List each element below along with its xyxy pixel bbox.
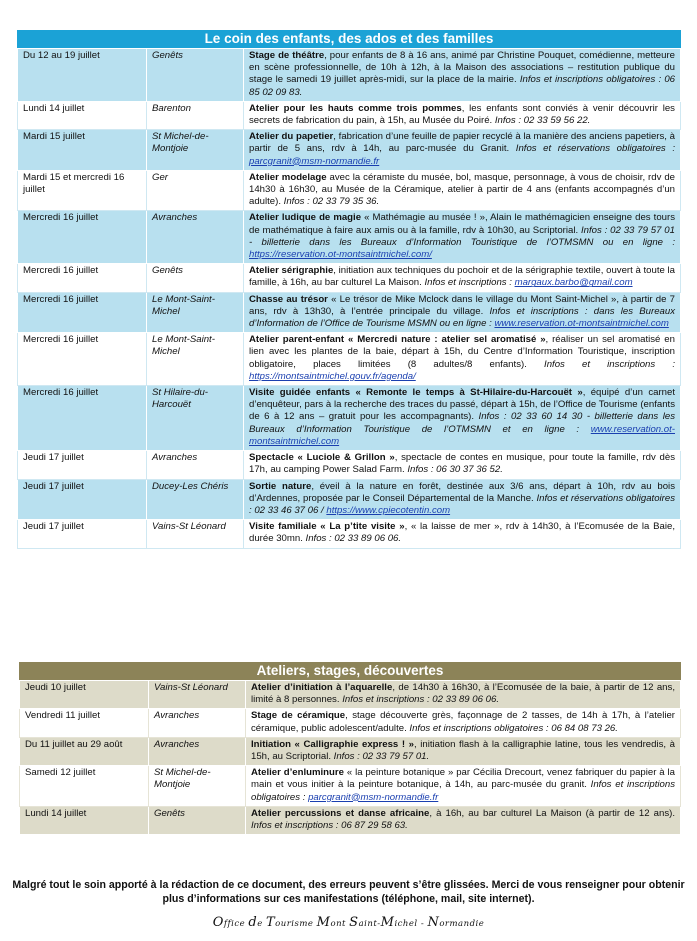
event-description xyxy=(244,264,681,292)
event-description xyxy=(244,101,681,129)
table-row xyxy=(20,681,681,709)
event-title: Atelier sérigraphie xyxy=(249,265,334,277)
event-date: Lundi 14 juillet xyxy=(20,806,149,834)
event-description xyxy=(244,333,681,386)
event-details: , de 14h30 à 16h30, à l’Ecomusée de la baie, à partir de 12 ans, limité à 8 personnes. xyxy=(251,682,675,706)
event-details: , équipé d’un carnet d’enquêteur, pars à la recherche des traces du passé, départ à 15h, de l’Office de Tourisme (enfants de 6 à 12 ans – gratuit pour les accompagnants). xyxy=(249,387,675,423)
event-details: avec la céramiste du musée, bol, masque, personnage, à vous de choisir, rdv de 14h30 à 16h30, au Musée de la Céramique, atelier à partir de 4 ans (enfants accompagnés d’un adulte). xyxy=(249,171,676,208)
event-title: Atelier pour les hauts comme trois pommes xyxy=(249,102,462,114)
event-description xyxy=(246,806,681,834)
event-date: Mercredi 16 juillet xyxy=(18,386,147,451)
event-link[interactable]: www.reservation.ot-montsaintmichel.com xyxy=(249,423,675,447)
table-row xyxy=(18,451,681,479)
event-link[interactable]: https://reservation.ot-montsaintmichel.com/ xyxy=(249,249,432,261)
event-description xyxy=(244,130,681,171)
event-info: Infos et réservations obligatoires : xyxy=(515,143,675,155)
event-location: Vains-St Léonard xyxy=(149,681,246,709)
table-row xyxy=(20,709,681,737)
event-description xyxy=(246,766,681,807)
events-table xyxy=(17,48,681,549)
event-location: Avranches xyxy=(147,451,244,479)
event-info: Infos : 02 33 60 14 30 - billetterie dans les Bureaux d’Information Touristique de l’OTMSMN et en ligne : xyxy=(249,411,675,435)
event-description xyxy=(246,681,681,709)
event-location: Avranches xyxy=(147,211,244,264)
event-info: Infos et inscriptions : xyxy=(544,358,676,370)
event-details: , initiation aux techniques du pochoir et de la sérigraphie textile, ouvert à toute la famille, à 16h, au bar culturel La Maison. xyxy=(249,265,675,289)
children-section xyxy=(17,30,681,549)
event-info: Infos : 02 33 79 35 36. xyxy=(283,196,380,208)
event-location: Genêts xyxy=(149,806,246,834)
event-location: Avranches xyxy=(149,737,246,765)
event-link[interactable]: www.reservation.ot-montsaintmichel.com xyxy=(494,318,669,330)
event-description xyxy=(244,170,681,211)
table-row xyxy=(18,520,681,548)
event-title: Atelier parent-enfant « Mercredi nature : atelier sel aromatisé » xyxy=(249,334,546,346)
event-date: Mercredi 16 juillet xyxy=(18,264,147,292)
table-row xyxy=(18,49,681,102)
table-row xyxy=(18,479,681,520)
events-table xyxy=(19,680,681,835)
event-title: Spectacle « Luciole & Grillon » xyxy=(249,452,395,464)
event-info: Infos : 02 33 89 06 06. xyxy=(305,533,402,545)
event-location: Avranches xyxy=(149,709,246,737)
event-details: , spectacle de contes en musique, pour toute la famille, rdv dès 17h, au camping Power Salad Farm. xyxy=(249,452,675,476)
event-info: Infos et inscriptions : xyxy=(424,277,515,289)
event-link[interactable]: parcgranit@msm-normandie.fr xyxy=(249,155,380,167)
event-info: Infos et réservations obligatoires : 02 33 46 37 06 / xyxy=(249,492,675,516)
event-details: , initiation flash à la calligraphie latine, tous les vendredis, à 15h, au Scriptorial. xyxy=(251,738,676,763)
event-description xyxy=(246,737,681,765)
event-title: Atelier d’initiation à l’aquarelle xyxy=(251,682,393,693)
event-description xyxy=(244,386,681,451)
event-info: Infos et inscriptions : 06 87 29 58 63. xyxy=(251,820,408,832)
event-details: , à 16h, au bar culturel La Maison (à partir de 12 ans). xyxy=(429,807,675,819)
event-date: Mercredi 16 juillet xyxy=(18,292,147,333)
table-row xyxy=(18,130,681,171)
event-location: Genêts xyxy=(147,264,244,292)
event-description xyxy=(244,520,681,548)
event-title: Initiation « Calligraphie express ! » xyxy=(251,738,414,750)
event-info: Infos : 02 33 79 57 01. xyxy=(333,751,430,763)
table-row xyxy=(18,170,681,211)
table-row xyxy=(18,101,681,129)
event-title: Atelier d’enluminure xyxy=(251,767,344,779)
section-title: Le coin des enfants, des ados et des familles xyxy=(17,30,681,48)
event-location: St Hilaire-du-Harcouët xyxy=(147,386,244,451)
event-title: Atelier ludique de magie xyxy=(249,212,362,224)
event-date: Lundi 14 juillet xyxy=(18,101,147,129)
event-details: , fabrication d’une feuille de papier recyclé à la manière des anciens papetiers, à partir de 5 ans, rdv à 14h, au parc-musée du Granit. xyxy=(249,131,675,155)
event-date: Mercredi 16 juillet xyxy=(18,333,147,386)
event-location: Le Mont-Saint-Michel xyxy=(147,333,244,386)
event-link[interactable]: https://montsaintmichel.gouv.fr/agenda/ xyxy=(249,370,416,382)
event-title: Visite guidée enfants « Remonte le temps à St-Hilaire-du-Harcouët » xyxy=(249,387,583,399)
event-title: Stage de théâtre xyxy=(249,50,325,61)
event-title: Stage de céramique xyxy=(251,710,346,722)
event-info: Infos et inscriptions obligatoires : 06 85 02 09 83. xyxy=(249,74,675,98)
table-row xyxy=(20,766,681,807)
event-description xyxy=(246,709,681,737)
table-row xyxy=(20,806,681,834)
event-details: « Le trésor de Mike Mclock dans le village du Mont Saint-Michel », à partir de 7 ans, rdv à 13h30, à l’entrée principale du village. xyxy=(249,293,675,317)
event-description xyxy=(244,479,681,520)
event-description xyxy=(244,292,681,333)
event-date: Vendredi 11 juillet xyxy=(20,709,149,737)
event-description xyxy=(244,451,681,479)
table-row xyxy=(18,211,681,264)
event-title: Sortie nature xyxy=(249,480,312,492)
event-info: Infos et inscriptions : dans les Bureaux d’Information de l’Office de Tourisme MSMN ou en ligne : xyxy=(249,305,676,330)
workshops-section xyxy=(19,662,681,835)
event-details: , les enfants sont conviés à venir découvrir les secrets de fabrication du pain, à 15h, au Musée du Poiré. xyxy=(249,102,675,127)
event-location: Vains-St Léonard xyxy=(147,520,244,548)
event-description xyxy=(244,49,681,102)
event-details: , stage découverte grès, façonnage de 2 tasses, de 14h à 17h, à l’atelier céramique, public adolescent/adulte. xyxy=(251,710,675,734)
event-date: Jeudi 17 juillet xyxy=(18,479,147,520)
event-date: Du 12 au 19 juillet xyxy=(18,49,147,102)
event-info: Infos : 02 33 79 57 01 - billetterie dans les Bureaux d’Information Touristique de l’OTMSMN ou en ligne : xyxy=(249,224,675,248)
event-title: Atelier du papetier xyxy=(249,131,334,143)
event-location: Genêts xyxy=(147,49,244,102)
event-location: Ducey-Les Chéris xyxy=(147,479,244,520)
event-location: St Michel-de-Montjoie xyxy=(149,766,246,807)
event-location: Barenton xyxy=(147,101,244,129)
event-location: Le Mont-Saint-Michel xyxy=(147,292,244,333)
event-date: Jeudi 10 juillet xyxy=(20,681,149,709)
section-title: Ateliers, stages, découvertes xyxy=(19,662,681,680)
event-link[interactable]: margaux.barbo@gmail.com xyxy=(514,277,633,289)
event-date: Du 11 juillet au 29 août xyxy=(20,737,149,765)
event-title: Chasse au trésor xyxy=(249,293,328,305)
event-details: « la peinture botanique » par Cécilia Drecourt, venez fabriquer du papier à la main et vous initier à la peinture botanique, à 14h, au parc-musée du granit. xyxy=(251,767,675,791)
event-info: Infos et inscriptions obligatoires : 06 84 08 73 26. xyxy=(409,722,618,734)
event-date: Mercredi 16 juillet xyxy=(18,211,147,264)
office-signature xyxy=(0,915,697,930)
event-info: Infos : 06 30 37 36 52. xyxy=(407,464,503,476)
event-date: Mardi 15 juillet xyxy=(18,130,147,171)
event-location: St Michel-de-Montjoie xyxy=(147,130,244,171)
event-date: Mardi 15 et mercredi 16 juillet xyxy=(18,170,147,211)
table-row xyxy=(18,386,681,451)
event-date: Samedi 12 juillet xyxy=(20,766,149,807)
event-details: , « la laisse de mer », rdv à 14h30, à l’Ecomusée de la Baie, durée 30mn. xyxy=(249,521,676,545)
event-info: Infos et inscriptions obligatoires : xyxy=(251,779,675,803)
event-details: , pour enfants de 8 à 16 ans, animé par Christine Pouquet, comédienne, metteure en scène professionnelle, de 10h à 12h, à la Maison des associations – restitution publique du stage le samedi 19 juillet après-midi, sur la place de la mairie. xyxy=(249,50,675,86)
event-title: Visite familiale « La p’tite visite » xyxy=(249,521,405,533)
event-details: , réaliser un sel aromatisé en lien avec les plantes de la baie, départ à 15h, du Centre d’Information Touristique, inscription obligatoire, places limitées (8 adultes/8 enfants). xyxy=(249,334,675,370)
event-info: Infos et inscriptions : 02 33 89 06 06. xyxy=(342,694,499,706)
event-details: « Mathémagie au musée ! », Alain le mathémagicien enseigne des tours de mathématique à faire aux amis ou à la famille, rdv à 10h30, au Scriptorial. xyxy=(249,212,675,236)
event-date: Jeudi 17 juillet xyxy=(18,451,147,479)
event-title: Atelier percussions et danse africaine xyxy=(251,807,430,819)
event-description xyxy=(244,211,681,264)
event-link[interactable]: parcgranit@msm-normandie.fr xyxy=(308,791,439,803)
signature-text: Office de Tourisme Mont Saint-Michel - Normandie xyxy=(212,915,485,930)
event-details: , éveil à la nature en forêt, destinée aux 3/6 ans, départ à 10h, rdv au bois d’Ardennes, proposée par le Conseil Départemental de la Manche. xyxy=(249,480,675,504)
event-title: Atelier modelage xyxy=(249,171,327,183)
event-info: Infos : 02 33 59 56 22. xyxy=(494,115,591,127)
table-row xyxy=(20,737,681,765)
event-location: Ger xyxy=(147,170,244,211)
table-row xyxy=(18,292,681,333)
table-row xyxy=(18,264,681,292)
disclaimer-text: Malgré tout le soin apporté à la rédaction de ce document, des erreurs peuvent s’être glissées. Merci de vous renseigner pour obtenir plus d’informations sur ces manifestations (téléphone, mail, site internet). xyxy=(12,879,685,905)
event-link[interactable]: https://www.cpiecotentin.com xyxy=(326,504,451,516)
event-date: Jeudi 17 juillet xyxy=(18,520,147,548)
table-row xyxy=(18,333,681,386)
